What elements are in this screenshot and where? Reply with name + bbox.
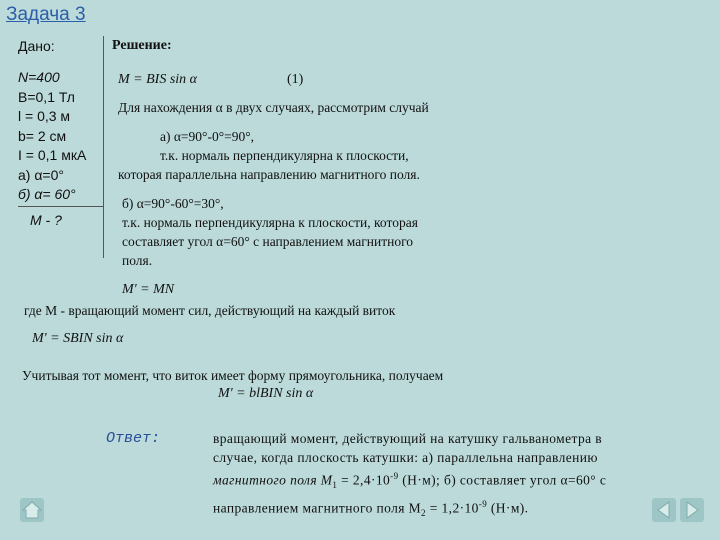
answer-line: [213, 495, 663, 523]
divider-horizontal: [18, 206, 103, 207]
answer-part: магнитного поля M: [213, 472, 333, 488]
answer-part: = 2,4·10: [337, 472, 391, 488]
answer-superscript: -9: [478, 499, 488, 510]
answer-line: случае, когда плоскость катушки: а) параллельна направлению: [213, 450, 598, 465]
given-list: [18, 68, 86, 205]
answer-line: [213, 467, 663, 495]
solution-header: Решение:: [112, 38, 172, 53]
given-item: б) α= 60°: [18, 186, 76, 202]
answer-part: (Н·м); б) составляет угол α=60° с: [398, 472, 607, 488]
given-item: B=0,1 Тл: [18, 88, 75, 105]
prev-arrow-icon[interactable]: [652, 498, 676, 522]
answer-text: [213, 429, 663, 523]
given-item: b= 2 см: [18, 127, 67, 144]
given-header: Дано:: [18, 38, 55, 54]
given-item: I = 0,1 мкА: [18, 147, 87, 163]
answer-part: = 1,2·10: [425, 500, 479, 516]
case-b-line: поля.: [122, 253, 153, 268]
next-arrow-icon[interactable]: [680, 498, 704, 522]
find-label: M - ?: [30, 212, 62, 228]
case-b-line: б) α=90°-60°=30°,: [122, 196, 224, 211]
where-line: где M - вращающий момент сил, действующий на каждый виток: [24, 303, 396, 318]
given-item: l = 0,3 м: [18, 108, 71, 124]
case-a-line: которая параллельна направлению магнитного поля.: [118, 167, 420, 182]
formula-1-number: (1): [287, 72, 304, 87]
page-title[interactable]: Задача 3: [6, 4, 86, 25]
answer-subscript: 1: [332, 480, 338, 491]
answer-label: Ответ:: [106, 430, 161, 447]
home-icon[interactable]: [20, 498, 44, 522]
formula-1: M = BIS sin α: [118, 72, 198, 87]
answer-superscript: -9: [390, 471, 399, 481]
formula-mn: M' = MN: [122, 282, 175, 297]
given-item: а) α=0°: [18, 166, 64, 183]
answer-part: (Н·м).: [487, 500, 529, 516]
case-b-line: т.к. нормаль перпендикулярна к плоскости, которая: [122, 215, 418, 230]
case-a-line: т.к. нормаль перпендикулярна к плоскости,: [160, 148, 409, 163]
formula-2: M' = SBIN sin α: [32, 331, 124, 346]
answer-subscript: 2: [421, 508, 426, 519]
answer-line: вращающий момент, действующий на катушку гальванометра в: [213, 431, 603, 446]
case-a-line: а) α=90°-0°=90°,: [160, 129, 254, 144]
case-b-line: составляет угол α=60° с направлением магнитного: [122, 234, 414, 249]
answer-part: направлением магнитного поля M: [213, 500, 422, 516]
solution-line: Для нахождения α в двух случаях, рассмотрим случай: [118, 100, 429, 115]
divider-vertical: [103, 36, 104, 258]
considering-line: Учитывая тот момент, что виток имеет форму прямоугольника, получаем: [22, 368, 444, 383]
given-item: N=400: [18, 69, 60, 85]
formula-3: M' = blBIN sin α: [218, 386, 314, 401]
